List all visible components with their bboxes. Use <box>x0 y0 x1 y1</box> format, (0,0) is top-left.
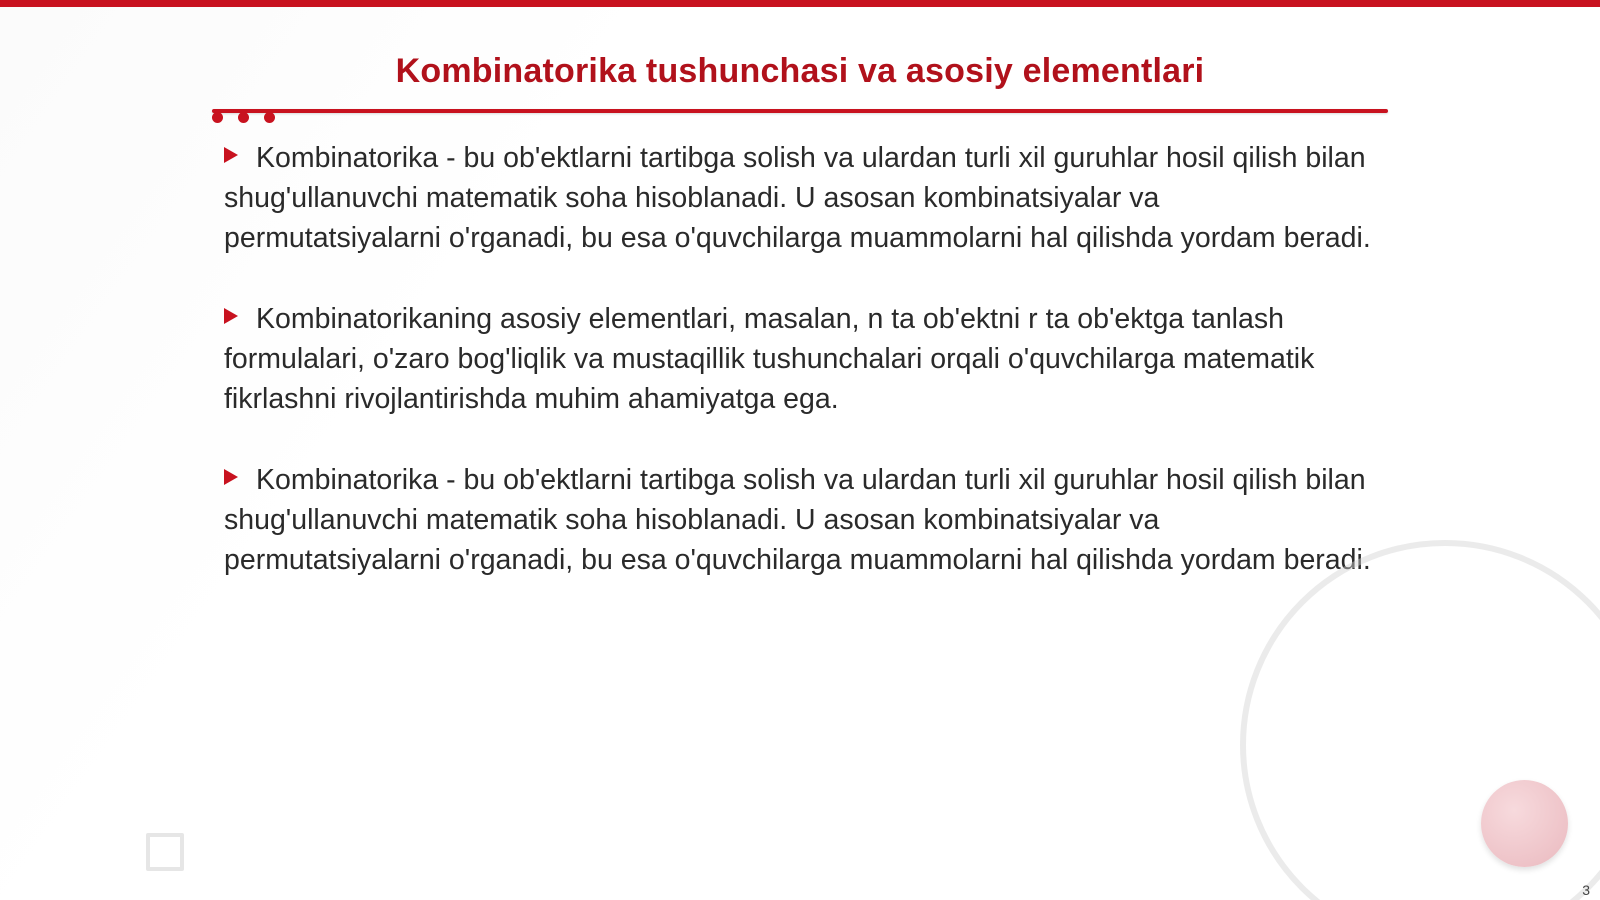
bullet-item <box>224 299 1384 419</box>
title-dots-decoration <box>212 112 282 128</box>
dot-icon <box>212 112 223 123</box>
dot-icon <box>264 112 275 123</box>
top-accent-bar <box>0 0 1600 7</box>
bullet-item <box>224 138 1384 258</box>
bullet-text: Kombinatorikaning asosiy elementlari, masalan, n ta ob'ektni r ta ob'ektga tanlash formulalari, o'zaro bog'liqlik va mustaqillik tushunchalari orqali o'quvchilarga matematik fikrlashni rivojlantirishda muhim ahamiyatga ega. <box>224 303 1315 415</box>
decorative-square <box>146 833 184 871</box>
title-underline <box>212 109 1388 113</box>
bullet-text: Kombinatorika - bu ob'ektlarni tartibga solish va ulardan turli xil guruhlar hosil qilish bilan shug'ullanuvchi matematik soha hisoblanadi. U asosan kombinatsiyalar va permutatsiyalarni o'rganadi, bu esa o'quvchilarga muammolarni hal qilishda yordam beradi. <box>224 464 1371 576</box>
slide-title: Kombinatorika tushunchasi va asosiy elementlari <box>395 52 1205 90</box>
bullet-item <box>224 460 1384 580</box>
decorative-bubble <box>1481 780 1568 867</box>
bullet-text: Kombinatorika - bu ob'ektlarni tartibga solish va ulardan turli xil guruhlar hosil qilish bilan shug'ullanuvchi matematik soha hisoblanadi. U asosan kombinatsiyalar va permutatsiyalarni o'rganadi, bu esa o'quvchilarga muammolarni hal qilishda yordam beradi. <box>224 142 1371 254</box>
triangle-right-icon <box>224 308 238 324</box>
bullet-list <box>224 138 1384 580</box>
dot-icon <box>238 112 249 123</box>
page-number: 3 <box>1582 882 1590 898</box>
triangle-right-icon <box>224 469 238 485</box>
triangle-right-icon <box>224 147 238 163</box>
